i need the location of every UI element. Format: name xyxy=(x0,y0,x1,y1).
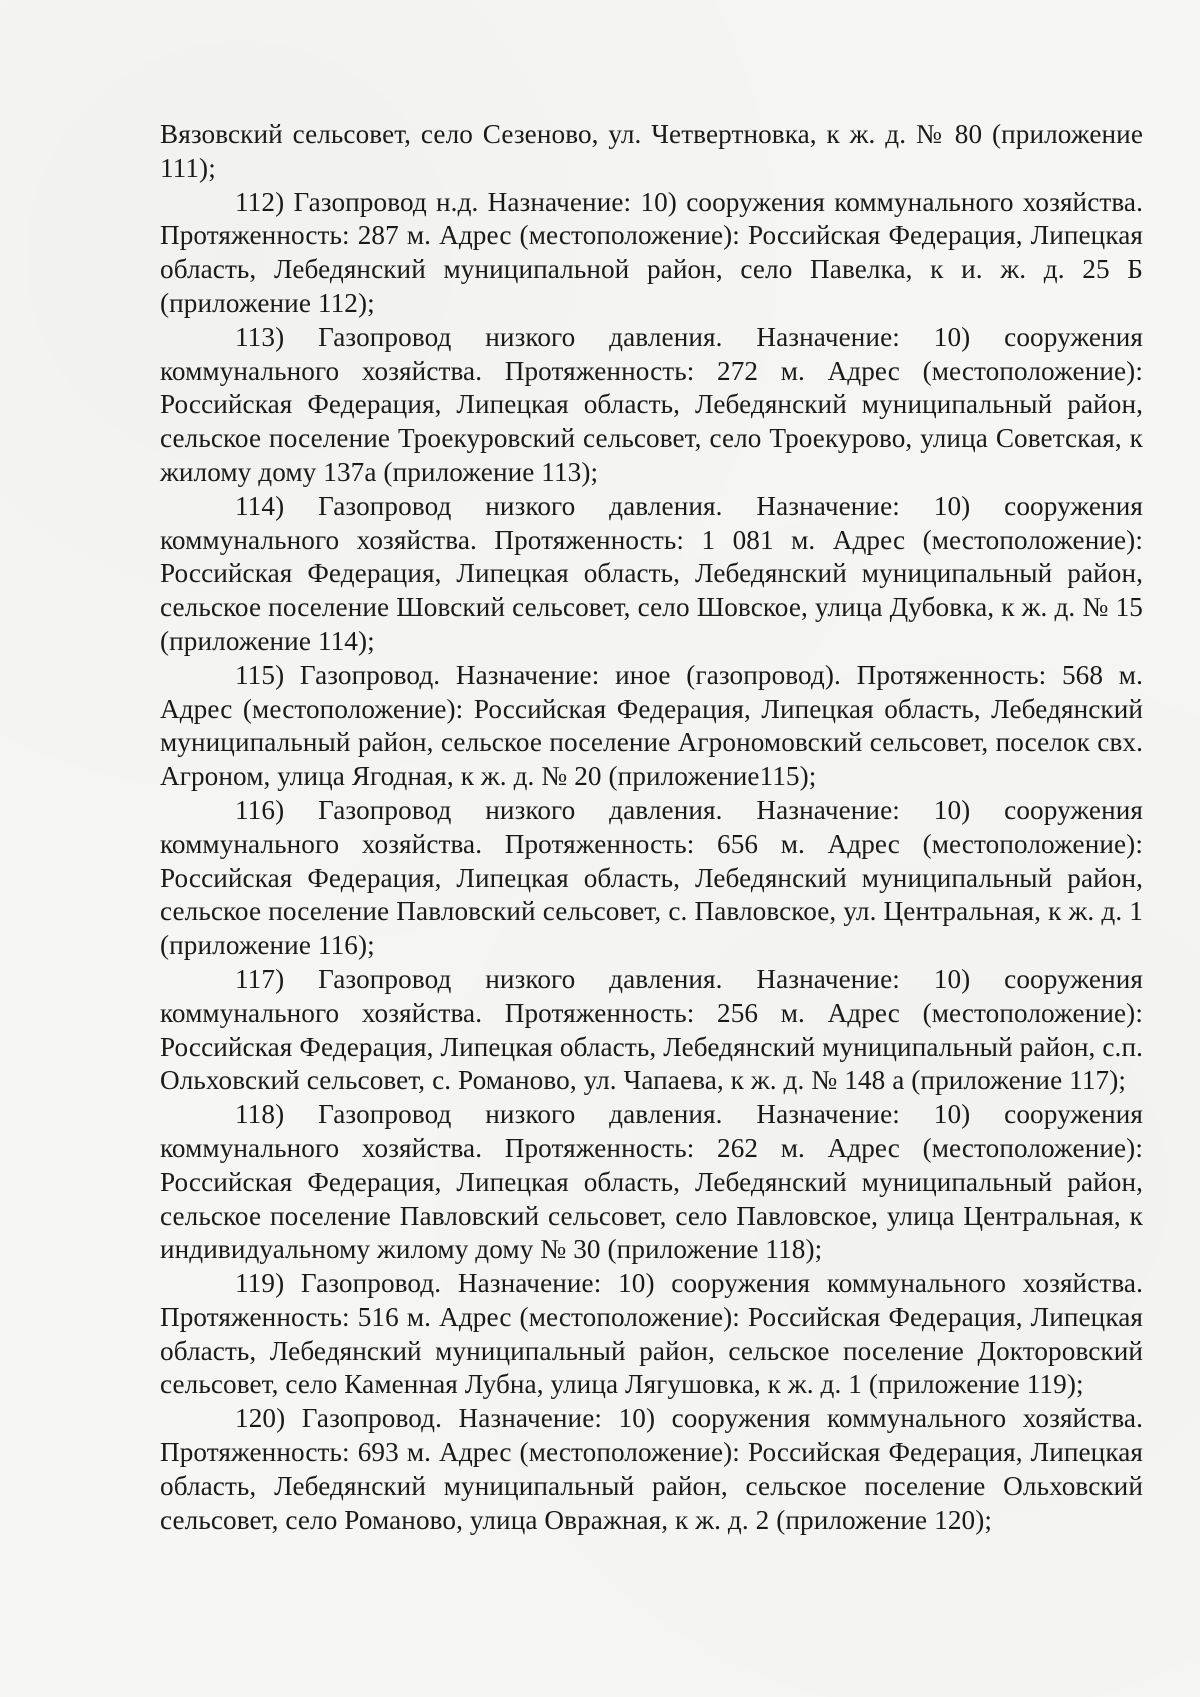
paragraph-item-116: 116) Газопровод низкого давления. Назначение: 10) сооружения коммунального хозяйства. Протяженность: 656 м. Адрес (местоположение): Российская Федерация, Липецкая область, Лебедянский муниципальный район, сельское поселение Павловский сельсовет, с. Павловское, ул. Центральная, к ж. д. 1 (приложение 116); xyxy=(160,794,1143,961)
paragraph-item-117: 117) Газопровод низкого давления. Назначение: 10) сооружения коммунального хозяйства. Протяженность: 256 м. Адрес (местоположение): Российская Федерация, Липецкая область, Лебедянский муниципальный район, с.п. Ольховский сельсовет, с. Романово, ул. Чапаева, к ж. д. № 148 а (приложение 117); xyxy=(160,963,1143,1096)
paragraph-item-114: 114) Газопровод низкого давления. Назначение: 10) сооружения коммунального хозяйства. Протяженность: 1 081 м. Адрес (местоположение): Российская Федерация, Липецкая область, Лебедянский муниципальный район, сельское поселение Шовский сельсовет, село Шовское, улица Дубовка, к ж. д. № 15 (приложение 114); xyxy=(160,490,1143,656)
paragraph-item-119: 119) Газопровод. Назначение: 10) сооружения коммунального хозяйства. Протяженность: 516 м. Адрес (местоположение): Российская Федерация, Липецкая область, Лебедянский муниципальный район, сельское поселение Докторовский сельсовет, село Каменная Лубна, улица Лягушовка, к ж. д. 1 (приложение 119); xyxy=(160,1268,1143,1400)
paragraph-item-112: 112) Газопровод н.д. Назначение: 10) сооружения коммунального хозяйства. Протяженность: 287 м. Адрес (местоположение): Российская Федерация, Липецкая область, Лебедянский муниципальной район, село Павелка, к и. ж. д. 25 Б (приложение 112); xyxy=(160,186,1143,318)
document-body xyxy=(160,118,1143,1537)
paragraph-item-118: 118) Газопровод низкого давления. Назначение: 10) сооружения коммунального хозяйства. Протяженность: 262 м. Адрес (местоположение): Российская Федерация, Липецкая область, Лебедянский муниципальный район, сельское поселение Павловский сельсовет, село Павловское, улица Центральная, к индивидуальному жилому дому № 30 (приложение 118); xyxy=(160,1099,1143,1265)
paragraph-continuation: Вязовский сельсовет, село Сезеново, ул. Четвертновка, к ж. д. № 80 (приложение 111); xyxy=(160,119,1143,183)
paragraph-item-115: 115) Газопровод. Назначение: иное (газопровод). Протяженность: 568 м. Адрес (местоположение): Российская Федерация, Липецкая область, Лебедянский муниципальный район, сельское поселение Агрономовский сельсовет, поселок свх. Агроном, улица Ягодная, к ж. д. № 20 (приложение115); xyxy=(160,659,1143,792)
paragraph-item-120: 120) Газопровод. Назначение: 10) сооружения коммунального хозяйства. Протяженность: 693 м. Адрес (местоположение): Российская Федерация, Липецкая область, Лебедянский муниципальный район, сельское поселение Ольховский сельсовет, село Романово, улица Овражная, к ж. д. 2 (приложение 120); xyxy=(160,1403,1143,1535)
paragraph-item-113: 113) Газопровод низкого давления. Назначение: 10) сооружения коммунального хозяйства. Протяженность: 272 м. Адрес (местоположение): Российская Федерация, Липецкая область, Лебедянский муниципальный район, сельское поселение Троекуровский сельсовет, село Троекурово, улица Советская, к жилому дому 137а (приложение 113); xyxy=(160,321,1143,487)
